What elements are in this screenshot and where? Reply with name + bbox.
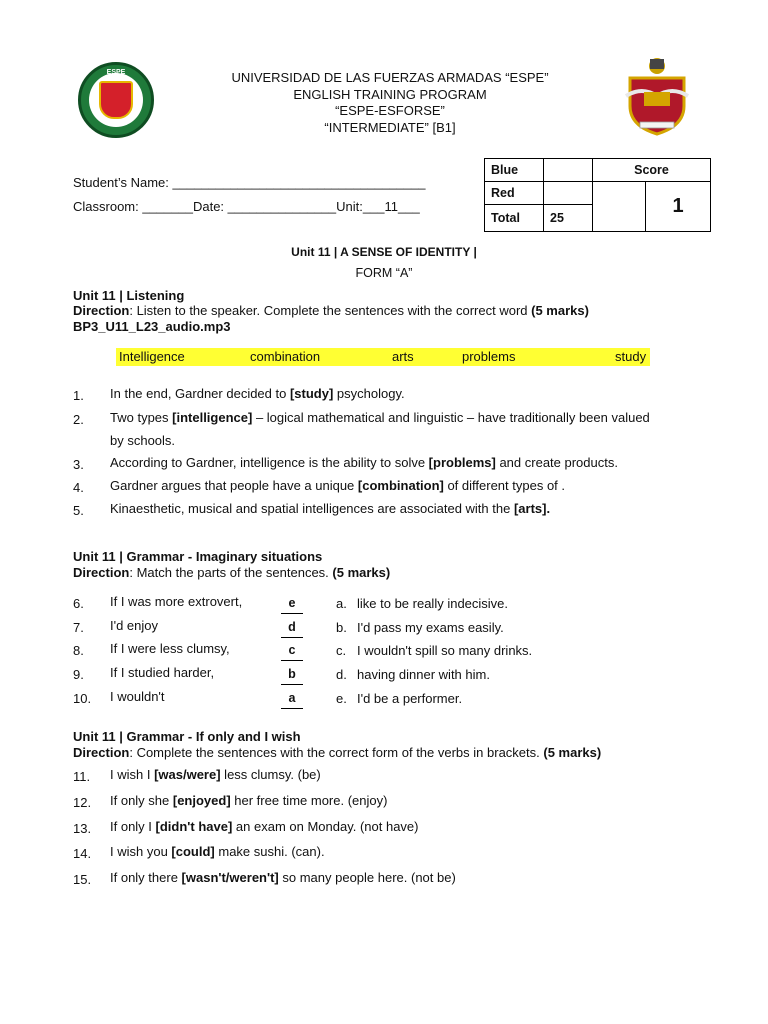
item-number: 2.	[73, 412, 84, 427]
item-number: 14.	[73, 846, 92, 861]
listening-item: In the end, Gardner decided to [study] psychology.	[110, 386, 405, 401]
word-bank-item: problems	[462, 349, 516, 364]
option-letter: b.	[336, 620, 347, 635]
option-letter: e.	[336, 691, 347, 706]
item-number: 8.	[73, 643, 84, 658]
option-letter: c.	[336, 643, 347, 658]
item-number: 4.	[73, 480, 84, 495]
audio-filename: BP3_U11_L23_audio.mp3	[73, 319, 231, 334]
score-value: 1	[646, 182, 711, 232]
item-number: 1.	[73, 388, 84, 403]
option-letter: a.	[336, 596, 347, 611]
grammar-wish-heading: Unit 11 | Grammar - If only and I wish	[73, 729, 301, 744]
wish-item: I wish I [was/were] less clumsy. (be)	[110, 767, 321, 782]
match-answer[interactable]: e	[281, 596, 303, 614]
total-label: Total	[485, 205, 544, 232]
header-line-3: “ESPE-ESFORSE”	[335, 103, 445, 118]
match-option: having dinner with him.	[357, 667, 490, 682]
logo-left-text: ESPE	[106, 69, 126, 76]
listening-item: Gardner argues that people have a unique [combination] of different types of .	[110, 478, 566, 493]
match-answer[interactable]: d	[281, 620, 303, 638]
match-item-stem: If I was more extrovert,	[110, 594, 243, 609]
grammar-imaginary-heading: Unit 11 | Grammar - Imaginary situations	[73, 549, 323, 564]
student-name-field[interactable]: Student’s Name: ___________________________________	[73, 175, 426, 190]
coat-of-arms-icon	[622, 56, 692, 138]
header-line-2: ENGLISH TRAINING PROGRAM	[293, 86, 487, 102]
word-bank	[116, 348, 650, 366]
grammar-imaginary-direction: Direction: Match the parts of the sentences. (5 marks)	[73, 565, 391, 580]
match-option: like to be really indecisive.	[357, 596, 509, 611]
score-table	[484, 158, 711, 232]
wish-item: I wish you [could] make sushi. (can).	[110, 844, 325, 859]
match-option: I wouldn't spill so many drinks.	[357, 643, 533, 658]
red-label: Red	[485, 182, 544, 205]
form-title: FORM “A”	[355, 266, 413, 280]
wish-item: If only there [wasn't/weren't] so many people here. (not be)	[110, 870, 456, 885]
match-item-stem: If I studied harder,	[110, 665, 215, 680]
word-bank-item: Intelligence	[119, 349, 185, 364]
unit-title: Unit 11 | A SENSE OF IDENTITY |	[291, 245, 477, 259]
total-value: 25	[544, 205, 593, 232]
listening-heading: Unit 11 | Listening	[73, 288, 185, 303]
item-number: 11.	[73, 769, 91, 784]
item-number: 15.	[73, 872, 92, 887]
listening-item: According to Gardner, intelligence is the ability to solve [problems] and create products.	[110, 455, 618, 470]
match-option: I'd pass my exams easily.	[357, 620, 504, 635]
espe-seal-icon	[78, 62, 154, 138]
match-answer[interactable]: c	[281, 643, 303, 661]
match-answer[interactable]: b	[281, 667, 303, 685]
match-item-stem: If I were less clumsy,	[110, 641, 230, 656]
item-number: 5.	[73, 503, 84, 518]
grammar-wish-direction: Direction: Complete the sentences with the correct form of the verbs in brackets. (5 marks)	[73, 745, 602, 760]
listening-item: Two types [intelligence] – logical mathematical and linguistic – have traditionally been valued	[110, 410, 650, 425]
wish-item: If only I [didn't have] an exam on Monday. (not have)	[110, 819, 419, 834]
classroom-date-unit-field[interactable]: Classroom: _______Date: _______________Unit:___11___	[73, 199, 420, 214]
item-number: 7.	[73, 620, 84, 635]
word-bank-item: study	[615, 349, 647, 364]
option-letter: d.	[336, 667, 347, 682]
match-answer[interactable]: a	[281, 691, 303, 709]
listening-item-continuation: by schools.	[110, 433, 176, 448]
listening-item: Kinaesthetic, musical and spatial intelligences are associated with the [arts].	[110, 501, 551, 516]
wish-item: If only she [enjoyed] her free time more. (enjoy)	[110, 793, 388, 808]
item-number: 13.	[73, 821, 92, 836]
word-bank-item: combination	[250, 349, 321, 364]
header-line-1: UNIVERSIDAD DE LAS FUERZAS ARMADAS “ESPE”	[231, 70, 549, 85]
match-option: I'd be a performer.	[357, 691, 463, 706]
blue-label: Blue	[485, 159, 544, 182]
item-number: 3.	[73, 457, 84, 472]
match-item-stem: I'd enjoy	[110, 618, 159, 633]
listening-direction: Direction: Listen to the speaker. Complete the sentences with the correct word (5 marks)	[73, 303, 589, 318]
header-line-4: “INTERMEDIATE” [B1]	[324, 119, 456, 135]
score-label: Score	[593, 159, 711, 182]
item-number: 12.	[73, 795, 92, 810]
document-header	[160, 70, 620, 136]
word-bank-item: arts	[392, 349, 414, 364]
item-number: 9.	[73, 667, 84, 682]
item-number: 6.	[73, 596, 84, 611]
item-number: 10.	[73, 691, 92, 706]
match-item-stem: I wouldn't	[110, 689, 165, 704]
